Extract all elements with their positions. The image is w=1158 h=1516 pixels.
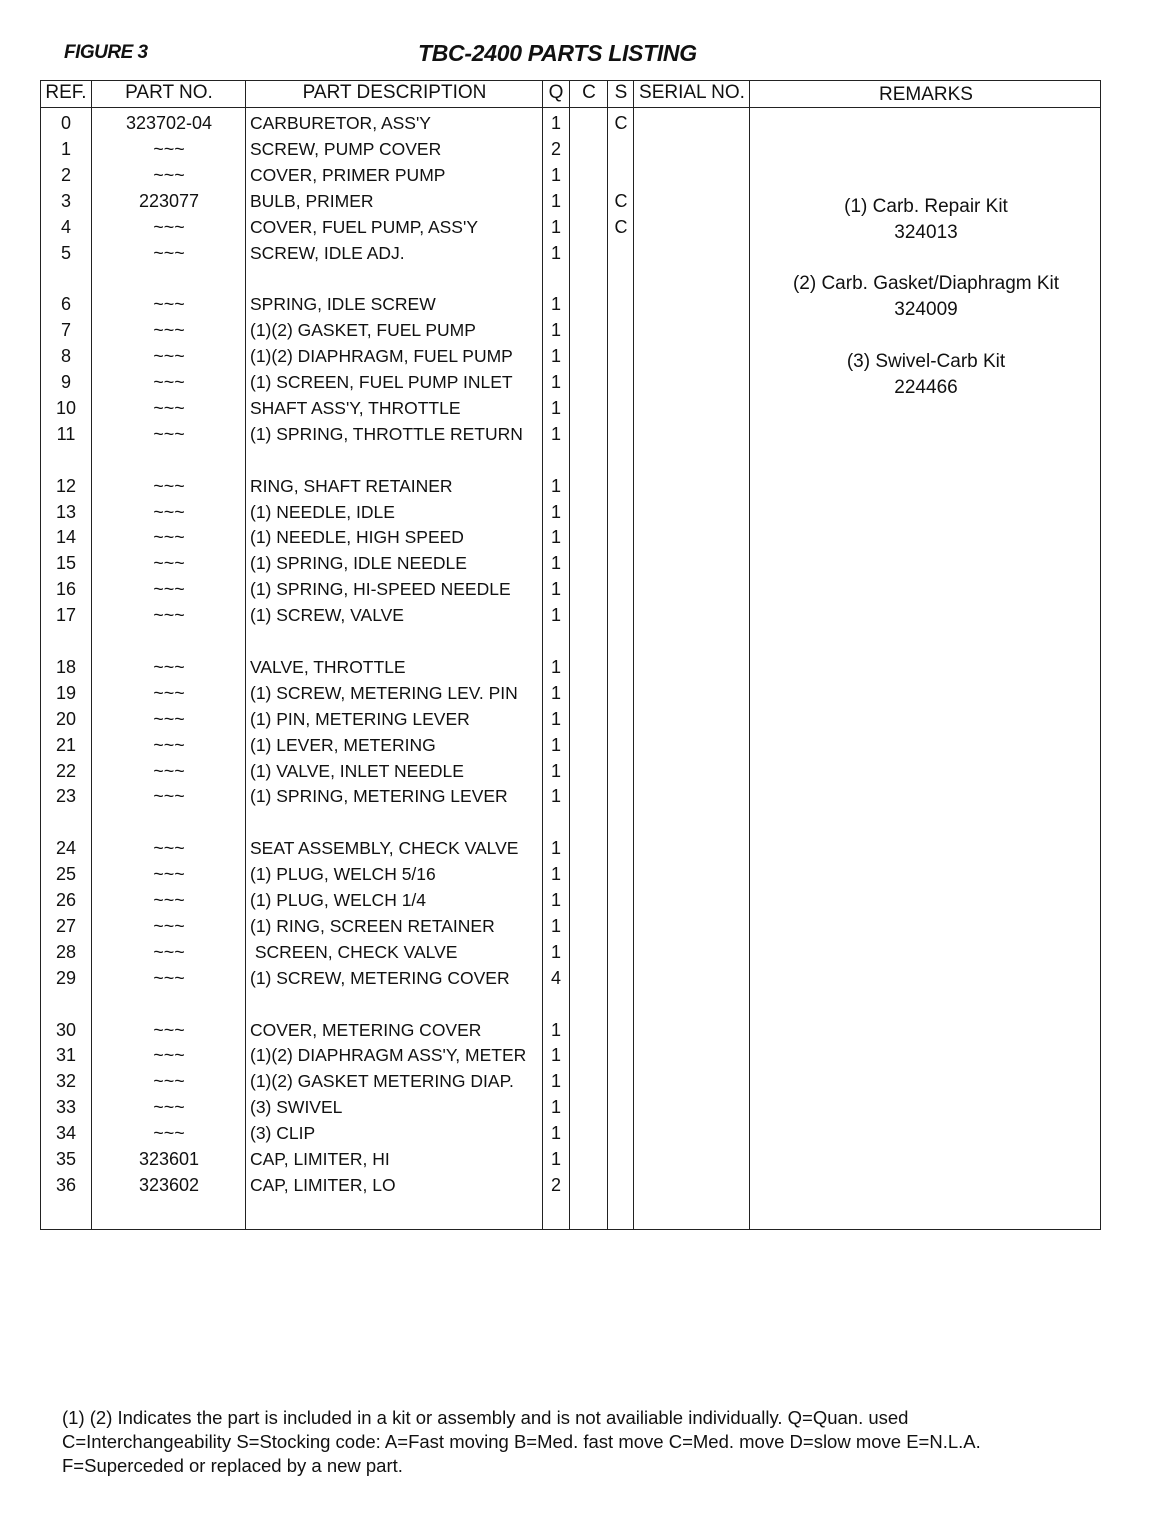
quantity-cell: 1 [550,656,561,677]
part-no-cell: ~~~ [153,346,185,367]
description-cell: SCREW, IDLE ADJ. [250,242,405,263]
part-no-cell: ~~~ [153,682,185,703]
description-cell: (1) SCREW, METERING LEV. PIN [250,682,518,703]
remark-title: (2) Carb. Gasket/Diaphragm Kit [792,273,1060,294]
part-no-cell: ~~~ [153,475,185,496]
table-row [41,709,1100,735]
quantity-cell: 1 [550,320,561,341]
header-divider [41,107,1100,108]
quantity-cell: 1 [550,760,561,781]
ref-cell: 6 [60,294,71,315]
ref-cell: 31 [55,1045,77,1066]
table-row [41,968,1100,994]
stocking-cell: C [614,113,628,133]
part-no-cell: ~~~ [153,372,185,392]
description-cell: (1) RING, SCREEN RETAINER [250,915,495,936]
part-no-cell: ~~~ [153,941,185,962]
description-cell: (1) SCREW, METERING COVER [250,967,510,988]
ref-cell: 21 [55,734,77,755]
header-ref: REF. [45,82,87,103]
document-title: TBC-2400 PARTS LISTING [418,40,697,66]
table-row [41,398,1100,424]
description-cell: (1) PIN, METERING LEVER [250,708,470,729]
ref-cell: 16 [55,579,77,600]
description-cell: (1) NEEDLE, HIGH SPEED [250,527,464,548]
quantity-cell: 1 [550,682,561,703]
description-cell: BULB, PRIMER [250,190,374,211]
part-no-cell: ~~~ [153,605,185,626]
table-row [41,527,1100,553]
table-row [41,864,1100,890]
quantity-cell: 1 [550,838,561,859]
quantity-cell: 1 [550,501,561,522]
table-row [41,890,1100,916]
description-cell: (1) LEVER, METERING [250,734,436,755]
header-description: PART DESCRIPTION [302,82,487,103]
table-row [41,165,1100,191]
quantity-cell: 1 [550,915,561,936]
ref-cell: 12 [55,475,77,496]
quantity-cell: 1 [550,1097,561,1118]
quantity-cell: 1 [550,113,561,133]
ref-cell: 2 [60,164,71,185]
remark-title: (3) Swivel-Carb Kit [846,351,1006,372]
part-no-cell: ~~~ [153,760,185,781]
ref-cell: 32 [55,1071,77,1092]
remark-gasket-kit [750,271,1102,323]
stocking-cell: C [614,216,628,237]
table-row [41,761,1100,787]
part-no-cell: ~~~ [153,527,185,548]
description-cell: COVER, METERING COVER [250,1019,482,1040]
description-cell: (1) NEEDLE, IDLE [250,501,395,522]
table-row [41,553,1100,579]
part-no-cell: 323702-04 [125,113,213,133]
remark-repair-kit [750,194,1102,246]
ref-cell: 29 [55,967,77,988]
ref-cell: 35 [55,1149,77,1169]
footnote [62,1406,1092,1478]
part-no-cell: 323602 [138,1174,200,1195]
quantity-cell: 1 [550,890,561,910]
table-row [41,1071,1100,1097]
part-no-cell: ~~~ [153,838,185,859]
quantity-cell: 1 [550,164,561,185]
ref-cell: 20 [55,708,77,729]
quantity-cell: 1 [550,242,561,263]
quantity-cell: 1 [550,397,561,418]
description-cell: (1) SCREEN, FUEL PUMP INLET [250,372,513,392]
quantity-cell: 1 [550,605,561,626]
remark-swivel-kit [750,349,1102,401]
table-row [41,683,1100,709]
ref-cell: 10 [55,397,77,418]
quantity-cell: 1 [550,190,561,211]
description-cell: SPRING, IDLE SCREW [250,294,436,315]
part-no-cell: ~~~ [153,967,185,988]
table-row [41,320,1100,346]
remark-title: (1) Carb. Repair Kit [844,196,1008,217]
description-cell: (1) SPRING, THROTTLE RETURN [250,423,523,444]
description-cell: (1) VALVE, INLET NEEDLE [250,760,464,781]
stocking-cell: C [614,190,628,211]
description-cell: COVER, PRIMER PUMP [250,164,446,185]
part-no-cell: ~~~ [153,397,185,418]
ref-cell: 5 [60,242,71,263]
table-row [41,916,1100,942]
description-cell: CARBURETOR, ASS'Y [250,113,431,133]
ref-cell: 23 [55,786,77,807]
description-cell: (3) SWIVEL [250,1097,343,1118]
part-no-cell: ~~~ [153,216,185,237]
description-cell: SCREW, PUMP COVER [250,138,442,159]
quantity-cell: 2 [550,1174,561,1195]
ref-cell: 24 [55,838,77,859]
part-no-cell: ~~~ [153,138,185,159]
description-cell: (1)(2) GASKET, FUEL PUMP [250,320,476,341]
footnote-line: (1) (2) Indicates the part is included in a kit or assembly and is not availiable individually. Q=Quan. used [62,1407,909,1428]
ref-cell: 27 [55,915,77,936]
table-row [41,1123,1100,1149]
ref-cell: 36 [55,1174,77,1195]
part-no-cell: ~~~ [153,734,185,755]
quantity-cell: 1 [550,786,561,807]
table-row [41,735,1100,761]
quantity-cell: 1 [550,1149,561,1169]
table-row [41,1097,1100,1123]
ref-cell: 22 [55,760,77,781]
quantity-cell: 2 [550,138,561,159]
quantity-cell: 1 [550,553,561,574]
part-no-cell: ~~~ [153,864,185,885]
remark-part-number: 224466 [894,377,958,398]
ref-cell: 33 [55,1097,77,1118]
part-no-cell: ~~~ [153,915,185,936]
parts-table [40,80,1101,1230]
part-no-cell: ~~~ [153,320,185,341]
ref-cell: 7 [60,320,71,341]
quantity-cell: 1 [550,216,561,237]
description-cell: CAP, LIMITER, LO [250,1174,396,1195]
ref-cell: 17 [55,605,77,626]
quantity-cell: 1 [550,864,561,885]
table-row [41,786,1100,812]
quantity-cell: 4 [550,967,561,988]
ref-cell: 15 [55,553,77,574]
quantity-cell: 1 [550,941,561,962]
part-no-cell: ~~~ [153,579,185,600]
quantity-cell: 1 [550,1045,561,1066]
description-cell: (1)(2) DIAPHRAGM ASS'Y, METER [250,1045,527,1066]
ref-cell: 8 [60,346,71,367]
table-row [41,1045,1100,1071]
table-row [41,502,1100,528]
table-row [41,1020,1100,1046]
quantity-cell: 1 [550,734,561,755]
part-no-cell: ~~~ [153,656,185,677]
description-cell: (1)(2) DIAPHRAGM, FUEL PUMP [250,346,513,367]
part-no-cell: ~~~ [153,1071,185,1092]
table-row [41,1149,1100,1175]
description-cell: SCREEN, CHECK VALVE [250,941,458,962]
header-q: Q [548,82,564,103]
table-row [41,605,1100,631]
footnote-line: F=Superceded or replaced by a new part. [62,1455,403,1476]
ref-cell: 4 [60,216,71,237]
quantity-cell: 1 [550,1123,561,1144]
quantity-cell: 1 [550,579,561,600]
ref-cell: 26 [55,890,77,910]
part-no-cell: ~~~ [153,708,185,729]
part-no-cell: ~~~ [153,423,185,444]
part-no-cell: ~~~ [153,553,185,574]
ref-cell: 30 [55,1019,77,1040]
quantity-cell: 1 [550,423,561,444]
table-row [41,579,1100,605]
figure-label: FIGURE 3 [64,42,148,63]
part-no-cell: ~~~ [153,786,185,807]
table-row [41,243,1100,269]
header-part-no: PART NO. [125,82,213,103]
quantity-cell: 1 [550,1071,561,1092]
table-row [41,1175,1100,1201]
quantity-cell: 1 [550,1019,561,1040]
header-serial-no: SERIAL NO. [639,82,745,103]
part-no-cell: ~~~ [153,1045,185,1066]
part-no-cell: 223077 [138,190,200,211]
ref-cell: 34 [55,1123,77,1144]
footnote-line: C=Interchangeability S=Stocking code: A=Fast moving B=Med. fast move C=Med. move D=slow move E=N.L.A. [62,1431,981,1452]
description-cell: COVER, FUEL PUMP, ASS'Y [250,216,478,237]
table-row [41,657,1100,683]
ref-cell: 13 [55,501,77,522]
description-cell: (3) CLIP [250,1123,316,1144]
quantity-cell: 1 [550,346,561,367]
quantity-cell: 1 [550,372,561,392]
ref-cell: 14 [55,527,77,548]
remark-part-number: 324013 [894,222,958,243]
description-cell: VALVE, THROTTLE [250,656,406,677]
ref-cell: 9 [60,372,71,392]
part-no-cell: 323601 [138,1149,200,1169]
table-row [41,139,1100,165]
header-remarks: REMARKS [879,84,973,105]
quantity-cell: 1 [550,475,561,496]
description-cell: (1) PLUG, WELCH 1/4 [250,890,427,910]
table-row [41,476,1100,502]
part-no-cell: ~~~ [153,164,185,185]
part-no-cell: ~~~ [153,294,185,315]
description-cell: SHAFT ASS'Y, THROTTLE [250,397,461,418]
part-no-cell: ~~~ [153,890,185,910]
table-row [41,838,1100,864]
ref-cell: 19 [55,682,77,703]
part-no-cell: ~~~ [153,242,185,263]
ref-cell: 1 [60,138,71,159]
part-no-cell: ~~~ [153,1097,185,1118]
quantity-cell: 1 [550,527,561,548]
table-row [41,424,1100,450]
ref-cell: 25 [55,864,77,885]
header-s: S [614,82,628,103]
remark-part-number: 324009 [894,299,958,320]
description-cell: (1) SPRING, HI-SPEED NEEDLE [250,579,511,600]
quantity-cell: 1 [550,708,561,729]
part-no-cell: ~~~ [153,501,185,522]
description-cell: (1)(2) GASKET METERING DIAP. [250,1071,514,1092]
part-no-cell: ~~~ [153,1019,185,1040]
description-cell: CAP, LIMITER, HI [250,1149,390,1169]
ref-cell: 28 [55,941,77,962]
ref-cell: 11 [56,423,76,444]
ref-cell: 3 [60,190,71,211]
description-cell: (1) PLUG, WELCH 5/16 [250,864,436,885]
header-c: C [582,82,596,103]
description-cell: SEAT ASSEMBLY, CHECK VALVE [250,838,519,859]
ref-cell: 0 [60,113,71,133]
table-row [41,113,1100,139]
part-no-cell: ~~~ [153,1123,185,1144]
description-cell: (1) SCREW, VALVE [250,605,404,626]
ref-cell: 18 [55,656,77,677]
quantity-cell: 1 [550,294,561,315]
description-cell: RING, SHAFT RETAINER [250,475,453,496]
table-row [41,942,1100,968]
description-cell: (1) SPRING, METERING LEVER [250,786,508,807]
description-cell: (1) SPRING, IDLE NEEDLE [250,553,467,574]
